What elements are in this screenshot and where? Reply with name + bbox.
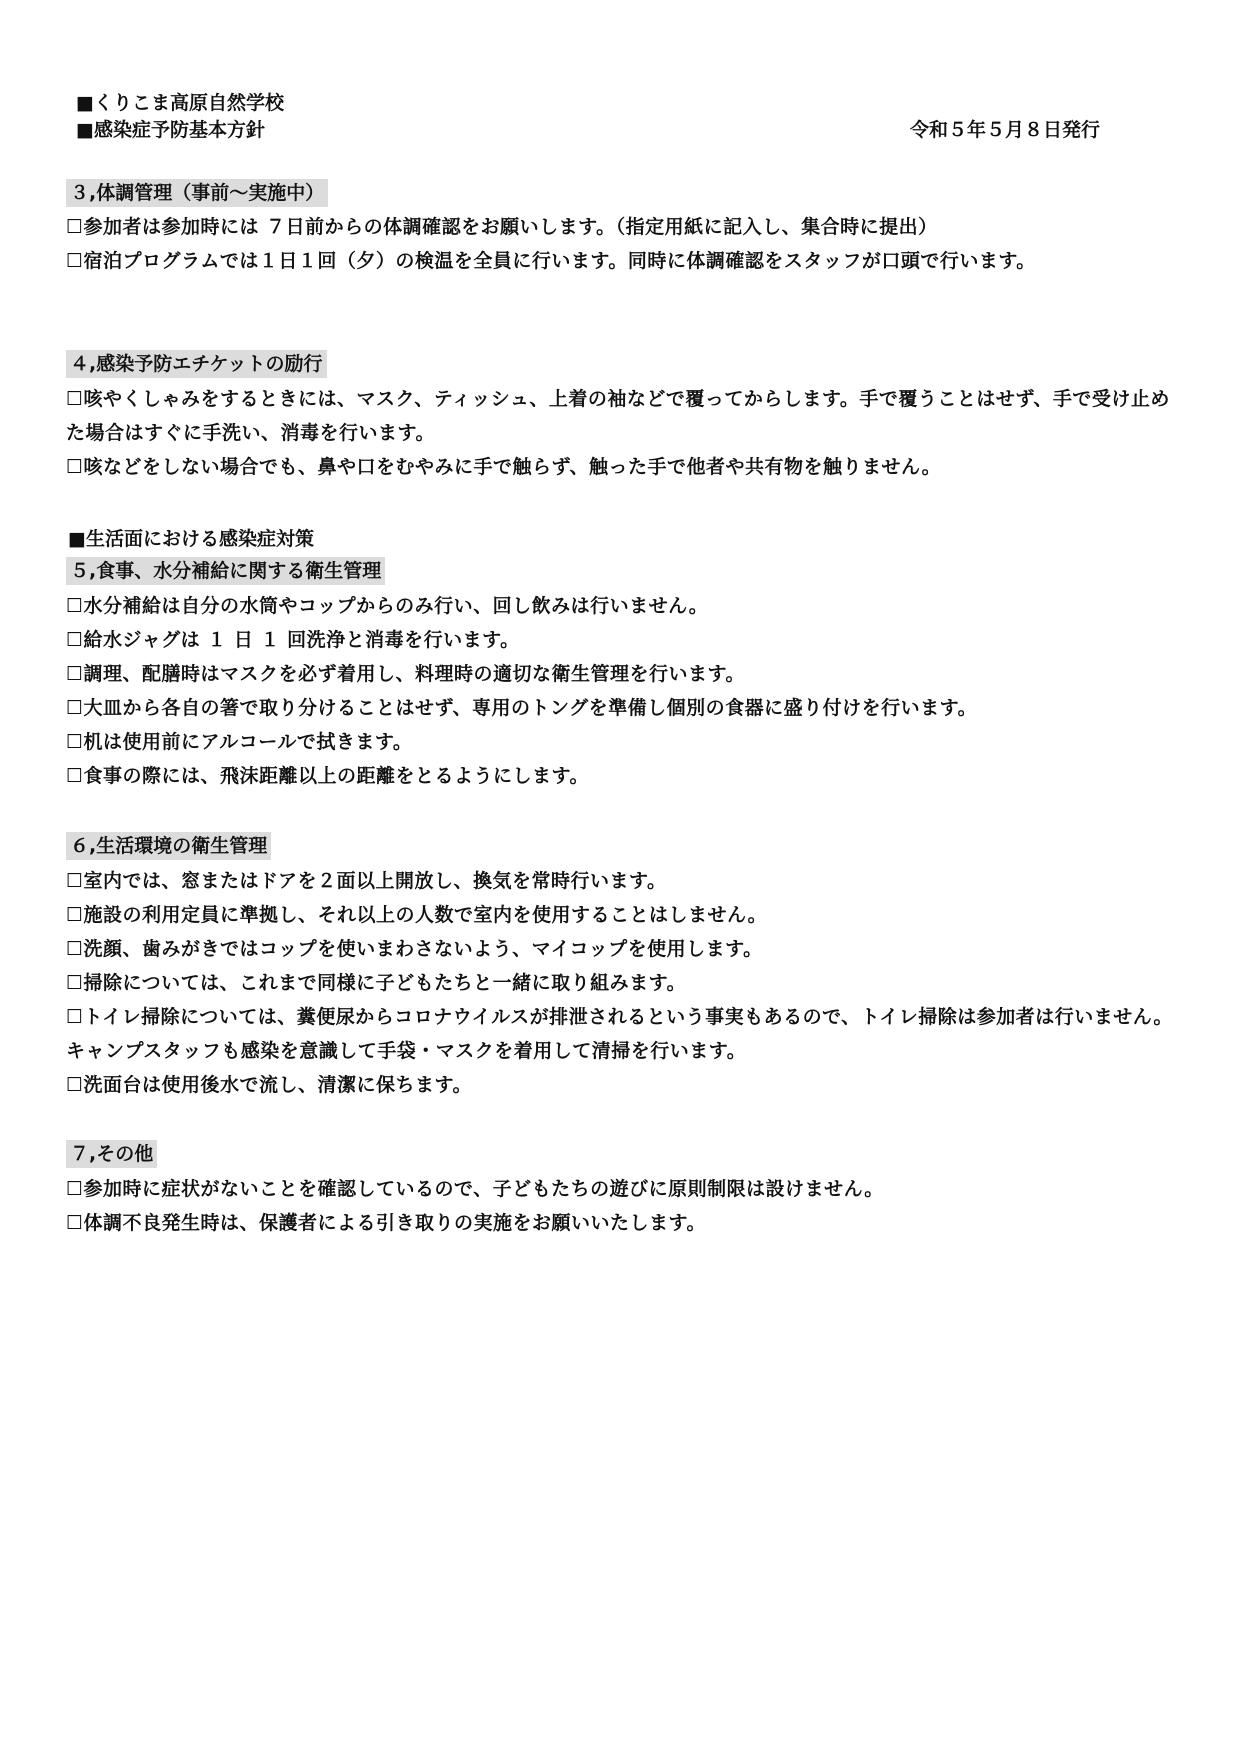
section-6-item-6: ☐洗面台は使用後水で流し、清潔に保ちます。 <box>66 1074 473 1096</box>
life-measures-heading: ■生活面における感染症対策 <box>68 528 314 550</box>
section-6-title: ６,生活環境の衛生管理 <box>66 832 271 860</box>
issue-date: 令和５年５月８日発行 <box>910 119 1101 141</box>
section-3-title: ３,体調管理（事前～実施中） <box>66 179 328 207</box>
school-name: ■くりこま高原自然学校 <box>76 92 284 114</box>
section-6-item-2: ☐施設の利用定員に準拠し、それ以上の人数で室内を使用することはしません。 <box>66 904 768 926</box>
section-5-item-3: ☐調理、配膳時はマスクを必ず着用し、料理時の適切な衛生管理を行います。 <box>66 663 746 685</box>
section-4-item-2: ☐咳などをしない場合でも、鼻や口をむやみに手で触らず、触った手で他者や共有物を触りません。 <box>66 456 942 478</box>
section-7-item-1: ☐参加時に症状がないことを確認しているので、子どもたちの遊びに原則制限は設けません。 <box>66 1178 884 1200</box>
section-4-item-1: ☐咳やくしゃみをするときには、マスク、ティッシュ、上着の袖などで覆ってからします。手で覆うことはせず、手で受け止めた場合はすぐに手洗い、消毒を行います。 <box>66 388 1170 444</box>
section-6-item-3: ☐洗顔、歯みがきではコップを使いまわさないよう、マイコップを使用します。 <box>66 938 763 960</box>
section-6-item-5: ☐トイレ掃除については、糞便尿からコロナウイルスが排泄されるという事実もあるので、トイレ掃除は参加者は行いません。キャンプスタッフも感染を意識して手袋・マスクを着用して清掃を行います。 <box>66 1006 1173 1062</box>
section-5-item-4: ☐大皿から各自の箸で取り分けることはせず、専用のトングを準備し個別の食器に盛り付けを行います。 <box>66 697 978 719</box>
section-7-item-2: ☐体調不良発生時は、保護者による引き取りの実施をお願いいたします。 <box>66 1212 707 1234</box>
section-5-title: ５,食事、水分補給に関する衛生管理 <box>66 557 385 585</box>
section-5-item-6: ☐食事の際には、飛沫距離以上の距離をとるようにします。 <box>66 765 590 787</box>
section-7-title: ７,その他 <box>66 1140 157 1168</box>
section-5-item-1: ☐水分補給は自分の水筒やコップからのみ行い、回し飲みは行いません。 <box>66 595 709 617</box>
section-5-item-2: ☐給水ジャグは １ 日 １ 回洗浄と消毒を行います。 <box>66 629 520 651</box>
section-3-item-2: ☐宿泊プログラムでは１日１回（夕）の検温を全員に行います。同時に体調確認をスタッフが口頭で行います。 <box>66 250 1036 272</box>
policy-title: ■感染症予防基本方針 <box>76 119 265 141</box>
section-4-title: ４,感染予防エチケットの励行 <box>66 350 327 378</box>
section-3-item-1: ☐参加者は参加時には ７日前からの体調確認をお願いします。（指定用紙に記入し、集合時に提出） <box>66 216 938 238</box>
section-6-item-4: ☐掃除については、これまで同様に子どもたちと一緒に取り組みます。 <box>66 972 687 994</box>
section-6-item-1: ☐室内では、窓またはドアを２面以上開放し、換気を常時行います。 <box>66 870 667 892</box>
section-5-item-5: ☐机は使用前にアルコールで拭きます。 <box>66 731 413 753</box>
